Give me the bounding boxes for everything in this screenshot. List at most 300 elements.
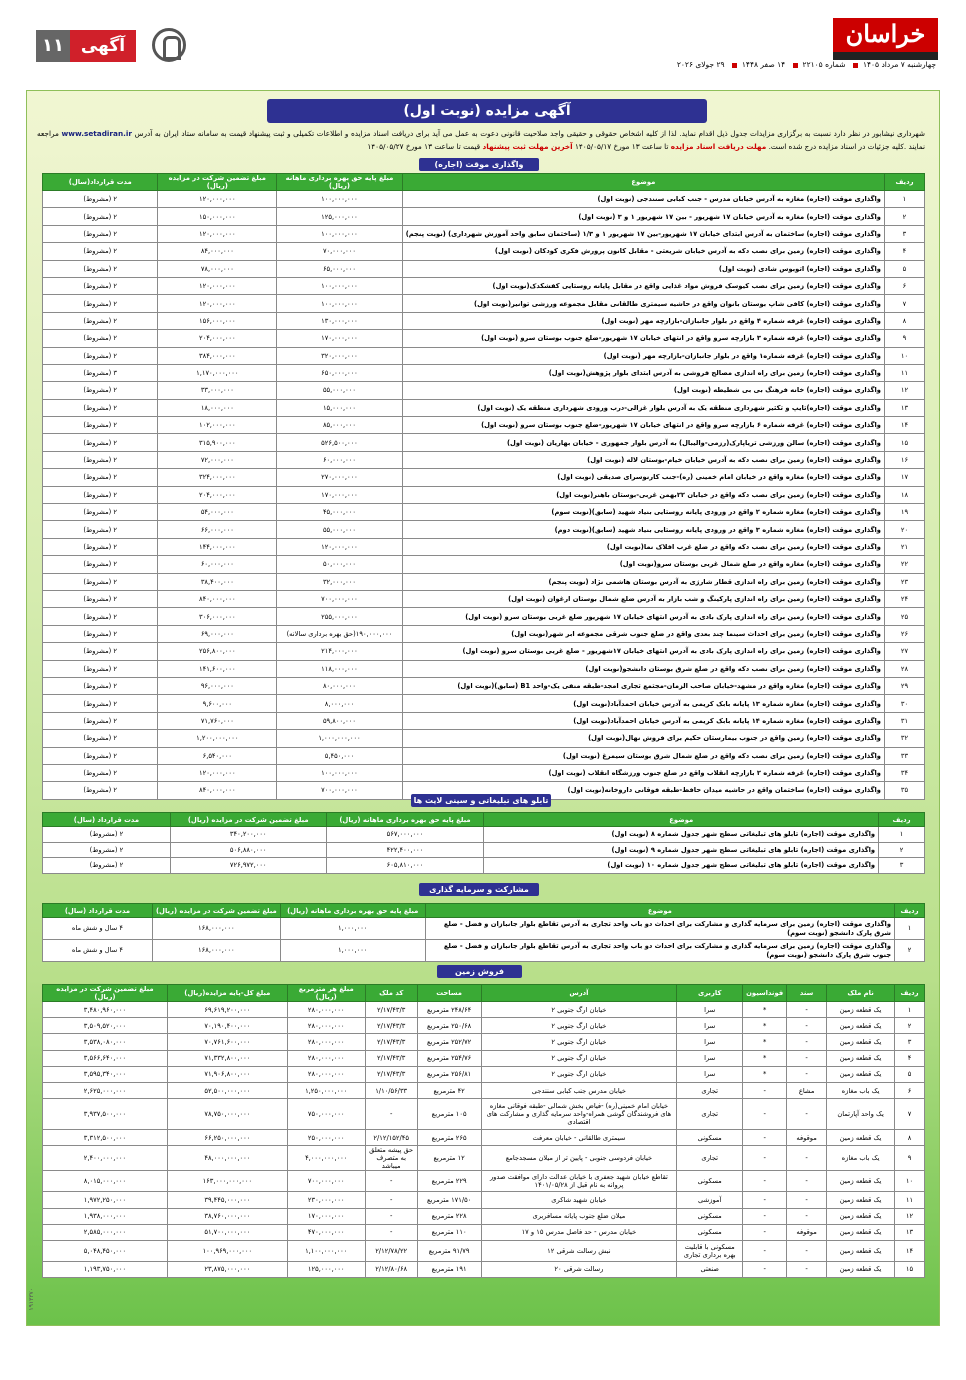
table-cell: صنعتی [677,1261,743,1277]
table-cell: واگذاری موقت (اجاره) مغازه شماره ۲ واقع در ورودی پایانه روستایی بنیاد شهید (سابق)(نوبت سوم) [402,504,884,521]
table-cell: خیابان مدرس جنب کبابی سنندجی [481,1082,677,1098]
table-cell: ۱۴ [895,1240,925,1261]
table-cell: ۲۳ [884,573,924,590]
column-header: مبلغ تضمین شرکت در مزایده (ریال) [43,985,168,1002]
table-cell: ۴۵,۰۰۰,۰۰۰ [277,504,403,521]
logo-underbar [833,52,938,60]
table-cell: ۷۰,۰۰۰,۰۰۰ [277,243,403,260]
table-cell: واگذاری موقت (اجاره) غرفه شماره۱ واقع در بلوار جانبازان-بازارچه مهر (نوبت اول) [402,347,884,364]
table-row [43,312,925,329]
table-cell: ۲ (مشروط) [43,486,158,503]
table-cell: ۲ (مشروط) [43,451,158,468]
table-row [43,295,925,312]
table-cell: ۲۲۸ مترمربع [417,1208,481,1224]
table-cell: ۱۹۱ مترمربع [417,1261,481,1277]
table-row [43,764,925,781]
table-cell: ۱۰ [895,1171,925,1192]
page-label [36,30,136,62]
table-row [43,747,925,764]
table-cell: ۱۰۰,۰۰۰,۰۰۰ [277,225,403,242]
table-cell: - [787,1261,827,1277]
table-cell: ۸ [895,1130,925,1146]
table-cell: ۲ (مشروط) [43,625,158,642]
table-row [43,277,925,294]
table-cell: ۲ (مشروط) [43,382,158,399]
table-cell: ۱۱۰ مترمربع [417,1224,481,1240]
table-cell: ۲ (مشروط) [43,208,158,225]
table-cell: خیابان ارگ جنوبی ۲ [481,1066,677,1082]
table-cell: ۴,۰۰۰,۰۰۰,۰۰۰ [287,1146,365,1171]
table-cell: ۲۴۸/۶۴ مترمربع [417,1002,481,1018]
table-cell: ۱,۹۷۲,۲۵۰,۰۰۰ [43,1192,168,1208]
hijri-date: ۱۴ صفر ۱۴۴۸ [741,60,786,69]
table-cell: - [365,1099,417,1130]
section-title-leases: واگذاری موقت (اجاره) [419,158,539,171]
table-cell: ۲ (مشروط) [43,347,158,364]
table-cell: ۱ [895,918,925,940]
gregorian-date: ۲۹ جولای ۲۰۲۶ [676,60,725,69]
table-cell: ۱ [884,191,924,208]
table-cell: ۲۶ [884,625,924,642]
table-cell: ۲/۱۲/۱۵۲/۴۵ [365,1130,417,1146]
table-cell: ۱۵,۰۰۰,۰۰۰ [277,399,403,416]
table-cell: - [787,1066,827,1082]
table-cell: ۲ (مشروط) [43,295,158,312]
table-cell: ۲۵ [884,608,924,625]
table-cell: ۱۵۶,۰۰۰,۰۰۰ [158,312,277,329]
table-row [43,191,925,208]
table-cell: ۲۵۵,۰۰۰,۰۰۰ [277,608,403,625]
table-cell: ۸۴,۰۰۰,۰۰۰ [158,243,277,260]
table-cell: واگذاری موقت (اجاره) غرفه شماره ۳ بازارچه سرو واقع در انتهای خیابان ۱۷ شهریور-ضلع جنوب بوستان سرو (نوبت اول) [402,330,884,347]
table-row [43,347,925,364]
table-cell: واگذاری موقت (اجاره) ساختمان به آدرس ابتدای خیابان ۱۷ شهریور-بین ۱۷ شهریور ۱ و ۱/۳ (ساختمان سابق واحد آموزش شهرداری) (نوبت پنجم) [402,225,884,242]
table-row [43,858,925,874]
land-sale-table [42,984,925,1278]
table-cell: ۱۲ مترمربع [417,1146,481,1171]
newspaper-logo [833,18,938,60]
table-cell: واگذاری موقت (اجاره) زمین برای سرمایه گذاری و مشارکت برای احداث دو باب واحد تجاری به آدرس تقاطع بلوار جانبازان و فضل - ضلع شرق پارک دانشجو (نوبت سوم) [425,918,894,940]
table-cell: ۶۹,۶۱۹,۲۰۰,۰۰۰ [167,1002,287,1018]
table-cell: ۵,۰۴۸,۴۵۰,۰۰۰ [43,1240,168,1261]
table-cell: ۱/۱۰/۵۶/۳۳ [365,1082,417,1098]
table-cell: ۱۷۰,۰۰۰,۰۰۰ [277,330,403,347]
page-number: ۱۱ [36,30,70,62]
table-row [43,1034,925,1050]
table-cell: ۱۵ [895,1261,925,1277]
masthead [0,0,966,90]
table-cell: واگذاری موقت (اجاره) زمین برای راه اندازی مصالح فروشی به آدرس ابتدای بلوار پژوهش(نوبت اول) [402,364,884,381]
table-cell: - [787,1240,827,1261]
table-cell: ۶ [895,1082,925,1098]
intro-text-2: مراجعه نمایند .کلیه جزئیات در اسناد مزایده درج شده است. [37,129,925,151]
table-row [43,625,925,642]
table-cell: ۳۵ [884,782,924,799]
table-cell: واگذاری موقت (اجاره) غرفه شماره ۲ بازارچه انقلاب واقع در ضلع جنوب ورزشگاه انقلاب (نوبت اول) [402,764,884,781]
table-cell: یک قطعه زمین [827,1130,895,1146]
table-cell: ۱۴۴,۰۰۰,۰۰۰ [158,538,277,555]
table-cell: سرا [677,1034,743,1050]
table-cell: ۲ (مشروط) [43,312,158,329]
table-cell: ۱۶۸,۰۰۰,۰۰۰ [152,918,280,940]
table-cell: ۲ (مشروط) [43,330,158,347]
table-cell: واگذاری موقت (اجاره) مغازه به آدرس خیابان مدرس - جنب کبابی سنندجی (نوبت اول) [402,191,884,208]
column-header: مدت قرارداد (سال) [43,813,171,827]
table-cell: ۲ (مشروط) [43,858,171,874]
table-cell: ۳۸,۴۰۰,۰۰۰ [158,573,277,590]
table-cell: واگذاری موقت (اجاره) غرفه شماره ۶ بازارچه سرو واقع در انتهای خیابان ۱۷ شهریور-ضلع جنوب بوستان سرو (نوبت اول) [402,417,884,434]
table-cell: ۱۴۱,۶۰۰,۰۰۰ [158,660,277,677]
table-cell: واگذاری موقت (اجاره) زمین برای راه اندازی قطار شارژی به آدرس بوستان هاشمی نژاد (نوبت پنجم) [402,573,884,590]
table-cell: ۲۰ [884,521,924,538]
table-cell: یک قطعه زمین [827,1002,895,1018]
table-cell: واگذاری موقت (اجاره) مغازه واقع در ضلع شمال غربی بوستان سرو(نوبت اول) [402,556,884,573]
table-cell: ۱۶۸,۰۰۰,۰۰۰ [152,940,280,962]
logo-text: خراسان [833,18,938,52]
billboard-table [42,812,925,874]
setadiran-link[interactable]: www.setadiran.ir [61,129,133,138]
table-cell: تجاری [677,1099,743,1130]
table-row [43,399,925,416]
table-row [43,643,925,660]
column-header: مدت قرارداد (سال) [43,904,153,918]
table-cell: موقوفه [787,1130,827,1146]
table-cell: ۲,۴۰۰,۰۰۰,۰۰۰ [43,1146,168,1171]
table-row [43,521,925,538]
table-row [43,330,925,347]
table-cell: ۹۱/۷۹ مترمربع [417,1240,481,1261]
table-cell: ۵۰۶,۸۸۰,۰۰۰ [170,842,326,858]
table-cell: واگذاری موقت (اجاره) تابلو های تبلیغاتی سطح شهر جدول شماره ۱۰ (نوبت اول) [484,858,879,874]
table-cell: ۲ [884,208,924,225]
table-cell: سیمتری طالقانی - خیابان معرفت [481,1130,677,1146]
table-cell: ۲۸۰,۰۰۰,۰۰۰ [287,1034,365,1050]
table-cell: ۱,۱۷۰,۰۰۰,۰۰۰ [158,364,277,381]
column-header: مبلغ پایه حق بهره برداری ماهانه (ریال) [277,174,403,191]
table-cell: ۱۰۰,۹۶۹,۰۰۰,۰۰۰ [167,1240,287,1261]
table-row [43,660,925,677]
table-cell: ۱۰۰,۰۰۰,۰۰۰ [277,277,403,294]
table-cell: تجاری [677,1146,743,1171]
table-row [43,451,925,468]
table-cell: - [365,1171,417,1192]
table-cell: ۱۲۰,۰۰۰,۰۰۰ [158,295,277,312]
table-cell: واگذاری موقت (اجاره) تابلو های تبلیغاتی سطح شهر جدول شماره ۸ (نوبت اول) [484,827,879,843]
column-header: مدت قرارداد(سال) [43,174,158,191]
table-cell: ۱۲۵,۰۰۰,۰۰۰ [287,1261,365,1277]
column-header: موضوع [484,813,879,827]
table-row [43,556,925,573]
table-cell: ۲ [879,842,925,858]
table-cell: ۷ [895,1099,925,1130]
table-cell: ۲۸۰,۰۰۰,۰۰۰ [287,1018,365,1034]
table-cell: ۳۲ [884,730,924,747]
table-cell: ۲۲ [884,556,924,573]
table-cell: ۲ (مشروط) [43,712,158,729]
table-cell: واگذاری موقت (اجاره) مغازه شماره ۱۴ پایانه بابک کریمی به آدرس خیابان احمدآباد(نوبت اول) [402,712,884,729]
table-cell: ۳۸۴,۰۰۰,۰۰۰ [158,347,277,364]
table-cell: ۱,۰۰۰,۰۰۰ [280,918,425,940]
table-cell: یک باب مغازه [827,1146,895,1171]
table-cell: ۱۰۲,۰۰۰,۰۰۰ [158,417,277,434]
table-cell: ۲/۱۷/۴۳/۳ [365,1050,417,1066]
table-cell: یک قطعه زمین [827,1192,895,1208]
table-cell: - [743,1082,787,1098]
table-cell: ۲۹ [884,677,924,694]
dateline [675,60,938,69]
table-cell: ۵۴,۰۰۰,۰۰۰ [158,504,277,521]
table-row [43,486,925,503]
issue-number: شماره ۲۲۱۰۵ [802,60,846,69]
table-cell: یک قطعه زمین [827,1034,895,1050]
table-cell: یک قطعه زمین [827,1050,895,1066]
table-cell: نبش رسالت شرقی ۱۲ [481,1240,677,1261]
table-cell: ۷۸,۷۵۰,۰۰۰,۰۰۰ [167,1099,287,1130]
column-header: مبلغ پایه حق بهره برداری ماهانه (ریال) [326,813,484,827]
table-cell: ۲۳۰,۰۰۰,۰۰۰ [287,1192,365,1208]
table-cell: ۷۰,۱۹۰,۴۰۰,۰۰۰ [167,1018,287,1034]
table-cell: ۶۶,۰۰۰,۰۰۰ [158,521,277,538]
table-cell: ۳,۵۳۸,۰۸۰,۰۰۰ [43,1034,168,1050]
table-cell: - [743,1099,787,1130]
table-cell: ۳۴ [884,764,924,781]
table-cell: ۲۷ [884,643,924,660]
table-cell: ۱۰۰,۰۰۰,۰۰۰ [277,295,403,312]
table-cell: واگذاری موقت (اجاره) زمین برای احداث سینما چند بعدی واقع در ضلع جنوب شرقی مجموعه ابر شهر(نوبت اول) [402,625,884,642]
auction-ad [26,90,940,1326]
table-row [43,1208,925,1224]
table-cell: ۳,۹۳۷,۵۰۰,۰۰۰ [43,1099,168,1130]
table-cell: ۷۲,۰۰۰,۰۰۰ [158,451,277,468]
table-cell: ۳,۵۶۶,۶۴۰,۰۰۰ [43,1050,168,1066]
table-cell: ۲ (مشروط) [43,260,158,277]
table-cell: ۷۰,۷۶۱,۶۰۰,۰۰۰ [167,1034,287,1050]
table-row [43,1082,925,1098]
table-cell: ۳,۳۱۲,۵۰۰,۰۰۰ [43,1130,168,1146]
table-cell: ۲۸ [884,660,924,677]
table-cell: ۱۷ [884,469,924,486]
table-cell: ۷۲۶,۹۷۲,۰۰۰ [170,858,326,874]
ad-title: آگهی مزایده (نوبت اول) [267,99,707,123]
table-cell: ۱۳۰,۰۰۰,۰۰۰ [277,312,403,329]
table-cell: ۳۲,۰۰۰,۰۰۰ [277,573,403,590]
table-cell: ۷۰۰,۰۰۰,۰۰۰ [277,590,403,607]
table-cell: خیابان شهید شاکری [481,1192,677,1208]
table-cell: ۶۹,۰۰۰,۰۰۰ [158,625,277,642]
table-cell: ۱۰ [884,347,924,364]
table-cell: ۴ سال و شش ماه [43,940,153,962]
table-cell: ۱۲ [895,1208,925,1224]
table-cell: ۱۹۰,۰۰۰,۰۰۰(حق بهره برداری سالانه) [277,625,403,642]
deadline-bid-value: قیمت تا ساعت ۱۳ مورخ ۱۴۰۵/۰۵/۲۷ [367,142,481,151]
column-header: مبلغ کل-پایه مزایده(ریال) [167,985,287,1002]
deadline-docs-label: مهلت دریافت اسناد مزایده [670,142,767,151]
table-cell: ۲ (مشروط) [43,590,158,607]
table-cell: - [787,1050,827,1066]
table-cell: ۲ (مشروط) [43,434,158,451]
table-cell: یک واحد آپارتمان [827,1099,895,1130]
table-cell: ۲۱۴,۰۰۰,۰۰۰ [277,643,403,660]
column-header: مبلغ تضمین شرکت در مزایده (ریال) [152,904,280,918]
table-cell: - [743,1171,787,1192]
table-cell: ۲۱ [884,538,924,555]
intro-text: شهرداری نیشابور در نظر دارد نسبت به برگزاری مزایدات جدول ذیل اقدام نماید. لذا از کلیه اشخاص حقوقی و حقیقی واجد صلاحیت قانونی دعوت به عمل می آید برای دریافت اسناد مزایده و اطلاعات تکمیلی و ثبت پیشنهاد قیمت به سامانه ستاد ایران به آدرس [134,129,925,138]
table-cell: خیابان مدرس - حد فاصل مدرس ۱۵ و ۱۷ [481,1224,677,1240]
table-cell: ۱ [879,827,925,843]
column-header: نام ملک [827,985,895,1002]
table-cell: ۱,۹۳۸,۰۰۰,۰۰۰ [43,1208,168,1224]
table-cell: ۳۰۶,۰۰۰,۰۰۰ [158,608,277,625]
table-cell: ۱,۲۵۰,۰۰۰,۰۰۰ [287,1082,365,1098]
table-cell: - [743,1130,787,1146]
table-cell: - [743,1224,787,1240]
table-row [43,1192,925,1208]
table-cell: ۲۵۶,۸۰۰,۰۰۰ [158,643,277,660]
table-cell: واگذاری موقت (اجاره)تایپ و تکثیر شهرداری منطقه یک به آدرس بلوار غزالی-درب ورودی شهرداری منطقه یک (نوبت اول) [402,399,884,416]
table-row [43,260,925,277]
table-cell: ۱۵ [884,434,924,451]
table-row [43,1002,925,1018]
table-cell: آموزشی [677,1192,743,1208]
deadline-bid-label: آخرین مهلت ثبت پیشنهاد [482,142,573,151]
table-cell: ۴ [895,1050,925,1066]
table-cell: ۴ سال و شش ماه [43,918,153,940]
table-cell: - [787,1034,827,1050]
table-cell: ۲۳,۸۷۵,۰۰۰,۰۰۰ [167,1261,287,1277]
table-cell: مسکونی با قابلیت بهره برداری تجاری [677,1240,743,1261]
table-cell: - [365,1192,417,1208]
table-cell: ۴ [884,243,924,260]
section-label: آگهی [70,30,136,62]
table-cell: ۴۲ مترمربع [417,1082,481,1098]
table-cell: یک قطعه زمین [827,1171,895,1192]
table-row [43,590,925,607]
table-cell: ۱۱ [884,364,924,381]
table-cell: واگذاری موقت (اجاره) زمین برای نصب دکه به آدرس خیابان خیام-بوستان لاله (نوبت اول) [402,451,884,468]
table-cell: ۲ (مشروط) [43,608,158,625]
table-cell: ۹ [895,1146,925,1171]
table-cell: ۹,۶۰۰,۰۰۰ [158,695,277,712]
table-cell: ۷۰۰,۰۰۰,۰۰۰ [277,782,403,799]
table-cell: ۱۴ [884,417,924,434]
table-row [43,1171,925,1192]
table-cell: * [743,1066,787,1082]
table-cell: ۸۴۰,۰۰۰,۰۰۰ [158,590,277,607]
table-cell: - [743,1240,787,1261]
table-cell: ۲ (مشروط) [43,764,158,781]
table-row [43,1240,925,1261]
table-cell: ۲ (مشروط) [43,417,158,434]
table-cell: ۲۲۹ مترمربع [417,1171,481,1192]
table-cell: واگذاری موقت (اجاره) سالن ورزشی تریاپارک(رزمی-والیبال) به آدرس بلوار جمهوری - خیابان بهاریان (نوبت اول) [402,434,884,451]
table-cell: ۳,۵۰۹,۵۲۰,۰۰۰ [43,1018,168,1034]
table-row [43,225,925,242]
table-row [43,1066,925,1082]
table-cell: ۳۲۴,۰۰۰,۰۰۰ [158,469,277,486]
table-cell: - [743,1146,787,1171]
table-cell: ۳۱۵,۹۰۰,۰۰۰ [158,434,277,451]
table-cell: ۱۷۰,۰۰۰,۰۰۰ [287,1208,365,1224]
table-cell: ۲,۵۸۵,۰۰۰,۰۰۰ [43,1224,168,1240]
table-cell: ۲ (مشروط) [43,573,158,590]
table-cell: واگذاری موقت (اجاره) زمین برای سرمایه گذاری و مشارکت برای احداث دو باب واحد تجاری به آدرس تقاطع بلوار جانبازان و فضل - ضلع جنوب شرق پارک دانشجو (نوبت سوم) [425,940,894,962]
table-cell: ۲ (مشروط) [43,556,158,573]
table-row [43,730,925,747]
table-cell: - [787,1171,827,1192]
table-cell: تجاری [677,1082,743,1098]
table-cell: ۲۵۰/۶۸ مترمربع [417,1018,481,1034]
table-row [43,434,925,451]
table-cell: ۱۶ [884,451,924,468]
column-header: ردیف [895,904,925,918]
emblem-icon [152,28,186,62]
table-cell: ۳۰ [884,695,924,712]
table-cell: ۲ (مشروط) [43,504,158,521]
table-cell: ۵۰,۰۰۰,۰۰۰ [277,556,403,573]
table-row [43,1099,925,1130]
table-cell: ۳,۴۸۰,۹۶۰,۰۰۰ [43,1002,168,1018]
table-cell: ۳۳,۰۰۰,۰۰۰ [158,382,277,399]
table-cell: * [743,1034,787,1050]
table-cell: ۸,۰۱۵,۰۰۰,۰۰۰ [43,1171,168,1192]
table-cell: ۲ (مشروط) [43,469,158,486]
table-row [43,842,925,858]
table-cell: واگذاری موقت (اجاره) زمین برای نصب دکه واقع در ضلع غرب افلاک نما(نوبت اول) [402,538,884,555]
table-cell: ۱۹ [884,504,924,521]
column-header: موضوع [402,174,884,191]
table-cell: ۲ (مشروط) [43,660,158,677]
table-row [43,827,925,843]
table-cell: ۸۰,۰۰۰,۰۰۰ [277,677,403,694]
table-cell: - [743,1192,787,1208]
column-header: آدرس [481,985,677,1002]
table-cell: واگذاری موقت (اجاره) زمین برای نصب دکه واقع در ضلع شمال شرق بوستان سیمرغ (نوبت اول) [402,747,884,764]
table-cell: ۶۶,۲۵۰,۰۰۰,۰۰۰ [167,1130,287,1146]
table-cell: * [743,1018,787,1034]
table-cell: ۲۷۰,۰۰۰,۰۰۰ [277,469,403,486]
table-row [43,1018,925,1034]
table-cell: واگذاری موقت (اجاره) زمین برای راه اندازی پارک بادی به آدرس انتهای خیابان ۱۷شهریور - ضلع غربی بوستان سرو (نوبت اول) [402,643,884,660]
table-cell: ۱۱۸,۰۰۰,۰۰۰ [277,660,403,677]
table-cell: - [365,1208,417,1224]
table-cell: ۷ [884,295,924,312]
table-cell: ۸ [884,312,924,329]
table-cell: ۶۰۵,۸۱۰,۰۰۰ [326,858,484,874]
table-cell: ۲ (مشروط) [43,277,158,294]
table-cell: ۵,۴۵۰,۰۰۰ [277,747,403,764]
table-cell: ۲/۱۷/۴۳/۳ [365,1018,417,1034]
table-cell: واگذاری موقت (اجاره) تابلو های تبلیغاتی سطح شهر جدول شماره ۹ (نوبت اول) [484,842,879,858]
table-cell: مسکونی [677,1224,743,1240]
column-header: سند [787,985,827,1002]
table-cell: ۷۱,۹۰۶,۸۰۰,۰۰۰ [167,1066,287,1082]
table-cell: ۱,۲۰۰,۰۰۰,۰۰۰ [158,730,277,747]
table-cell: ۳۳ [884,747,924,764]
table-cell: واگذاری موقت (اجاره) غرفه شماره ۴ واقع در بلوار جانبازان-بازارچه مهر (نوبت اول) [402,312,884,329]
column-header: ردیف [895,985,925,1002]
table-cell: تقاطع خیابان شهید جعفری با خیابان عدالت دارای موافقت صدور پروانه به نام قبل از ۱۴۰۱/۰۵/۲۸ [481,1171,677,1192]
table-cell: ۲/۱۷/۴۳/۳ [365,1066,417,1082]
table-cell: ۶,۵۴۰,۰۰۰ [158,747,277,764]
table-cell: سرا [677,1050,743,1066]
table-cell: واگذاری موقت (اجاره) کافی شاپ بوستان بانوان واقع در حاشیه سیمتری طالقانی مقابل مجموعه ورزشی توانیر(نوبت اول) [402,295,884,312]
table-cell: ۲۵۶/۸۱ مترمربع [417,1066,481,1082]
table-cell: ۷۵۰,۰۰۰,۰۰۰ [287,1099,365,1130]
table-row [43,1261,925,1277]
weekday-date: چهارشنبه ۷ مرداد ۱۴۰۵ [862,60,936,69]
table-row [43,538,925,555]
table-cell: واگذاری موقت (اجاره) مغازه به آدرس خیابان ۱۷ شهریور - بین ۱۷ شهریور ۱ و ۳ (نوبت اول) [402,208,884,225]
